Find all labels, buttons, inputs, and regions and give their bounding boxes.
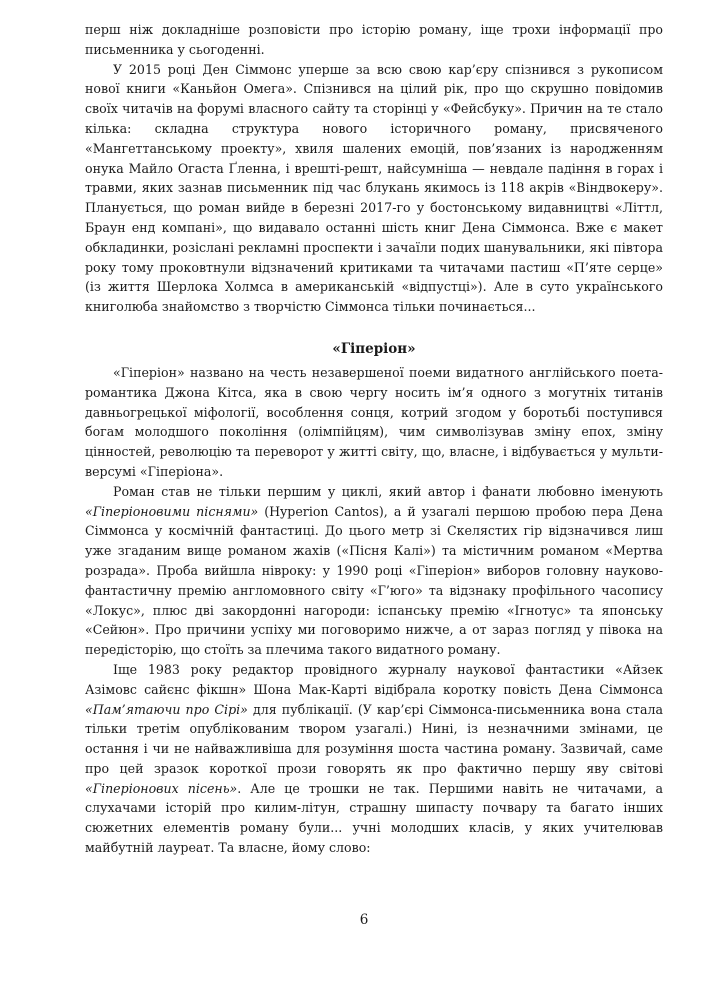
paragraph xyxy=(85,482,663,660)
paragraph xyxy=(85,60,663,317)
italic-title: «Пам’ятаючи про Сірі» xyxy=(85,701,248,717)
section-title: «Гіперіон» xyxy=(332,340,416,357)
paragraphs-before xyxy=(85,20,663,317)
text-run: перш ніж докладніше розповісти про історію роману, іще трохи інформації про письменника у сьогоденні. xyxy=(85,22,663,57)
text-run: (Hyperion Cantos), а й узагалі першою пробою пера Дена Сіммонса у космічній фантастиці. До цього метр зі Скелястих гір відзначився лиш уже згаданим вище романом жахів («Пісня Калі») та містичним романом «Мертва розрада». Проба вийшла нівроку: у 1990 році «Гіперіон» виборов головну науково-фантастичну премію англомовного світу «Г’юго» та відзнаку профільного часопису «Локус», плюс дві закордонні нагороди: іспанську премію «Ігнотус» та японську «Сейюн». Про причини успіху ми поговоримо нижче, а от зараз погляд у півока на передісторію, що стоїть за плечима такого видатного роману. xyxy=(85,503,663,658)
italic-title: «Гіперіонових пісень» xyxy=(85,780,238,796)
paragraph xyxy=(85,363,663,482)
paragraph xyxy=(85,20,663,60)
text-run: для публікації. (У кар’єрі Сіммонса-письменника вона стала тільки третім опублікованим твором узагалі.) Нині, із незначними змінами, це остання і чи не найважливіша для розуміння шоста частина роману. Зазвичай, саме про цей зразок короткої прози говорять як про фактично першу яву світові xyxy=(85,701,663,776)
paragraphs-after xyxy=(85,363,663,858)
text-run: У 2015 році Ден Сіммонс уперше за всю свою кар’єру спізнився з рукописом нової книги «Каньйон Омега». Спізнився на цілий рік, про що скрушно повідомив своїх читачів на форумі власного сайту та сторінці у «Фейсбуку». Причин на те стало кілька: складна структура нового історичного роману, присвяченого «Мангеттанському проекту», хвиля шалених емоцій, пов’язаних із народженням онука Майло Огаста Ґленна, і врешті-решт, найсумніша — невдале падіння в горах і травми, яких зазнав письменник під час блукань якимось із 118 акрів «Віндвокеру». Планується, що роман вийде в березні 2017-го у бостонському видавництві «Літтл, Браун енд компані», що видавало останні шість книг Дена Сіммонса. Вже є макет обкладинки, розіслані рекламні проспекти і зачаїли подих шанувальники, які півтора року тому проковтнули відзначений критиками та читачами пастиш «П’яте серце» (із життя Шерлока Холмса в американській «відпустці»). Але в суто українського книголюба знайомство з творчістю Сіммонса тільки починається... xyxy=(85,61,663,315)
text-run: «Гіперіон» названо на честь незавершеної поеми видатного англійського поета-романтика Джона Кітса, яка в свою чергу носить ім’я одного з могутніх титанів давньогрецької міфології, вособлення сонця, котрий згодом у боротьбі поступився богам молодшого покоління (олімпійцям), чим символізував зміну епох, зміну цінностей, революцію та переворот у житті світу, що, власне, і відбувається у мульти-версумі «Гіперіона». xyxy=(85,364,663,479)
italic-title: «Гіперіоновими піснями» xyxy=(85,503,259,519)
text-run: Іще 1983 року редактор провідного журналу наукової фантастики «Айзек Азімовс сайєнс фікшн» Шона Мак-Карті відібрала коротку повість Дена Сіммонса xyxy=(85,661,663,697)
text-run: . Але це трошки не так. Першими навіть не читачами, а слухачами історій про килим-літун, страшну шипасту почвару та багато інших сюжетних елементів роману були... учні молодших класів, у яких учителював майбутній лауреат. Та власне, йому слово: xyxy=(85,780,663,856)
page-body xyxy=(85,20,663,858)
paragraph xyxy=(85,660,663,858)
text-run: Роман став не тільки першим у циклі, який автор і фанати любовно іменують xyxy=(113,483,663,499)
page-number: 6 xyxy=(359,912,369,928)
